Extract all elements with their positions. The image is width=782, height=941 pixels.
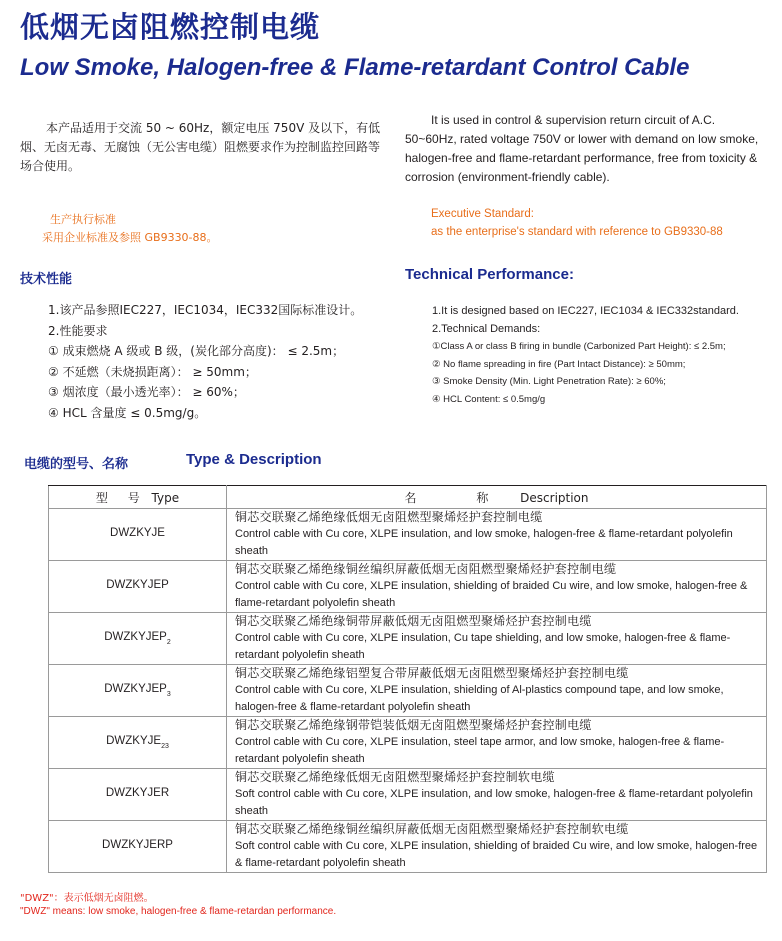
description-en: Control cable with Cu core, XLPE insulation, shielding of braided Cu wire, and low smoke, halogen-free & flame-retardant polyolefin sheath [235,580,748,609]
description-cell [227,509,767,561]
description-en: Control cable with Cu core, XLPE insulation, Cu tape shielding, and low smoke, halogen-free & flame-retardant polyolefin sheath [235,632,731,661]
description-cn: 铜芯交联聚乙烯绝缘铜带屏蔽低烟无卤阻燃型聚烯烃护套控制电缆 [235,614,592,628]
model-cell [49,561,227,613]
description-cell [227,665,767,717]
description-en: Control cable with Cu core, XLPE insulation, shielding of Al-plastics compound tape, and low smoke, halogen-free & flame-retardant polyolefin sheath [235,684,724,713]
model-subscript: 23 [161,743,169,750]
description-cell [227,769,767,821]
model-cell [49,613,227,665]
tech-item-cn: ④ HCL 含量度 ≤ 0.5mg/g。 [48,405,207,420]
model-cell [49,769,227,821]
model-subscript: 2 [166,639,171,646]
model-code: DWZKYJE [106,735,162,747]
description-en: Control cable with Cu core, XLPE insulation, steel tape armor, and low smoke, halogen-free & flame-retardant polyolefin sheath [235,736,725,765]
page-title-cn: 低烟无卤阻燃控制电缆 [20,10,321,44]
tech-heading-en: Technical Performance: [405,266,574,283]
page-title-en: Low Smoke, Halogen-free & Flame-retardant Control Cable [20,54,690,81]
table-row [49,769,767,821]
tech-heading-cn: 技术性能 [20,272,73,287]
footnote-cn: "DWZ"：表示低烟无卤阻燃。 [20,893,154,904]
types-heading-cn: 电缆的型号、名称 [24,457,129,472]
column-header-desc-cn: 名 称 [404,490,517,505]
standard-block-cn [42,211,218,247]
model-code: DWZKYJER [105,787,170,799]
tech-item-en: 1.It is designed based on IEC227, IEC1034 & IEC332standard. [432,305,739,317]
model-code: DWZKYJERP [102,839,173,851]
description-cn: 铜芯交联聚乙烯绝缘低烟无卤阻燃型聚烯烃护套控制软电缆 [235,770,555,784]
table-row [49,717,767,769]
tech-list-en [432,303,739,408]
model-cell [49,821,227,873]
tech-item-en: ② No flame spreading in fire (Part Intact Distance): ≥ 50mm; [432,358,686,370]
tech-item-cn: ③ 烟浓度（最小透光率）： ≥ 60%； [48,385,245,399]
standard-label-cn: 生产执行标准 [50,213,116,226]
tech-item-cn: ② 不延燃（未烧损距离）： ≥ 50mm； [48,364,257,379]
tech-item-en: ③ Smoke Density (Min. Light Penetration Rate): ≥ 60%; [432,376,666,387]
tech-item-en: ④ HCL Content: ≤ 0.5mg/g [432,393,546,405]
description-cn: 铜芯交联聚乙烯绝缘钢带铠装低烟无卤阻燃型聚烯烃护套控制电缆 [235,718,592,732]
table-row [49,613,767,665]
standard-text-en: as the enterprise's standard with reference to GB9330-88 [431,226,723,238]
model-code: DWZKYJE [110,527,165,539]
model-cell [49,665,227,717]
type-description-table [48,485,767,873]
table-row [49,821,767,873]
description-cn: 铜芯交联聚乙烯绝缘低烟无卤阻燃型聚烯烃护套控制电缆 [235,510,543,524]
description-cell [227,613,767,665]
column-header-type [49,486,227,509]
table-row [49,665,767,717]
model-cell [49,717,227,769]
model-code: DWZKYJEP [104,631,167,643]
column-header-type-cn: 型 号 [95,490,148,505]
model-code: DWZKYJEP [104,683,167,695]
standard-label-en: Executive Standard: [431,208,534,220]
table-row [49,561,767,613]
model-code: DWZKYJEP [106,579,169,591]
footnote-en: "DWZ" means: low smoke, halogen-free & flame-retardan performance. [20,906,337,917]
description-cn: 铜芯交联聚乙烯绝缘铜丝编织屏蔽低烟无卤阻燃型聚烯烃护套控制软电缆 [235,822,629,836]
intro-paragraph-en: It is used in control & supervision return circuit of A.C. 50~60Hz, rated voltage 750V or lower with demand on low smoke, halogen-free and flame-retardant performance, free from toxicity & corrosion (environment-friendly cable). [405,113,759,184]
standard-block-en [431,205,723,241]
description-en: Soft control cable with Cu core, XLPE insulation, and low smoke, halogen-free & flame-retardant polyolefin sheath [235,788,753,817]
column-header-description [227,486,767,509]
tech-list-cn [48,300,362,423]
description-cell [227,717,767,769]
tech-item-cn: 2.性能要求 [48,323,108,338]
tech-item-en: 2.Technical Demands: [432,322,541,335]
description-cell [227,561,767,613]
model-cell [49,509,227,561]
table-header-row [49,486,767,509]
tech-item-cn: 1.该产品参照IEC227，IEC1034，IEC332国际标准设计。 [48,303,363,317]
description-cn: 铜芯交联聚乙烯绝缘铝塑复合带屏蔽低烟无卤阻燃型聚烯烃护套控制电缆 [235,666,629,680]
model-subscript: 3 [166,691,171,698]
types-heading-en: Type & Description [186,451,322,468]
table-row [49,509,767,561]
description-en: Control cable with Cu core, XLPE insulation, and low smoke, halogen-free & flame-retardant polyolefin sheath [235,528,733,557]
column-header-type-en: Type [151,490,180,505]
description-cell [227,821,767,873]
standard-text-cn: 采用企业标准及参照 GB9330-88。 [42,231,218,244]
tech-item-cn: ① 成束燃烧 A 级或 B 级，(炭化部分高度)： ≤ 2.5m； [48,344,345,358]
tech-item-en: ①Class A or class B firing in bundle (Carbonized Part Height): ≤ 2.5m; [432,341,726,352]
column-header-desc-en: Description [520,490,589,505]
description-cn: 铜芯交联聚乙烯绝缘铜丝编织屏蔽低烟无卤阻燃型聚烯烃护套控制电缆 [235,562,617,576]
intro-paragraph-cn: 本产品适用于交流 50 ~ 60Hz，额定电压 750V 及以下，有低烟、无卤无毒、无腐蚀（无公害电缆）阻燃要求作为控制监控回路等场合使用。 [20,121,381,173]
description-en: Soft control cable with Cu core, XLPE insulation, shielding of braided Cu wire, and low smoke, halogen-free & flame-retardant polyolefin sheath [235,840,758,869]
